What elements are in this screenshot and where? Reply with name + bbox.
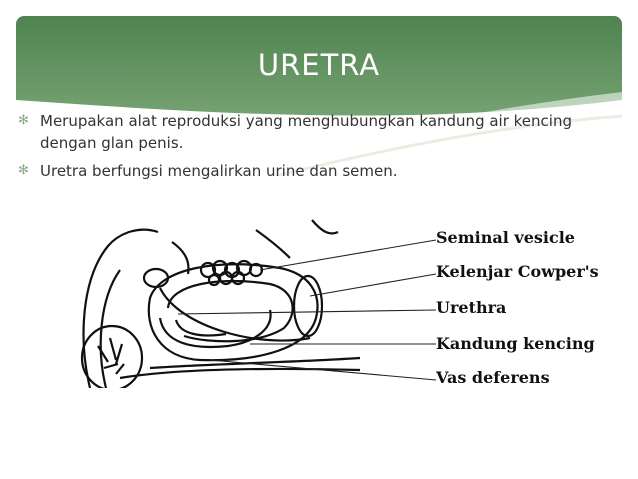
label-seminal-vesicle: Seminal vesicle xyxy=(436,228,575,247)
bullet-list xyxy=(18,110,618,182)
asterisk-icon: ✻ xyxy=(18,113,29,128)
label-bladder: Kandung kencing xyxy=(436,334,595,353)
slide-title: URETRA xyxy=(257,48,381,82)
asterisk-icon: ✻ xyxy=(18,163,29,178)
bullet-item xyxy=(18,160,618,182)
anatomy-diagram xyxy=(60,218,620,388)
label-vas-deferens: Vas deferens xyxy=(436,368,550,387)
label-cowper-gland: Kelenjar Cowper's xyxy=(436,262,599,281)
label-urethra: Urethra xyxy=(436,298,507,317)
bullet-text: Uretra berfungsi mengalirkan urine dan semen. xyxy=(40,162,398,180)
bullet-item xyxy=(18,110,618,154)
bullet-text: Merupakan alat reproduksi yang menghubungkan kandung air kencing dengan glan penis. xyxy=(40,112,572,152)
